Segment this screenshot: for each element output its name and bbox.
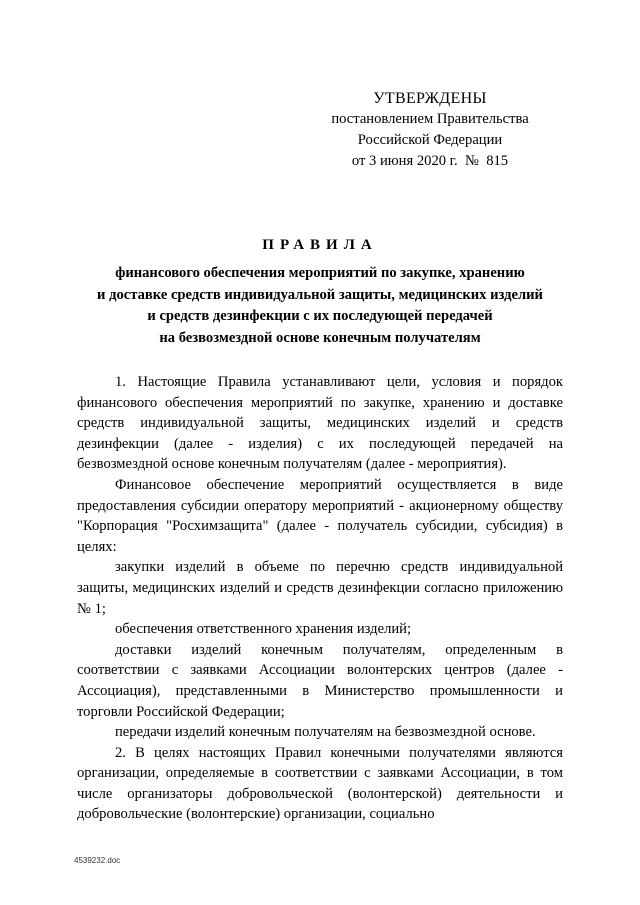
document-subtitle — [60, 263, 580, 349]
paragraph: 2. В целях настоящих Правил конечными получателями являются организации, определяемые в соответствии с заявками Ассоциации, в том числе организаторы добровольческой (волонтерской) деятельности и добровольческие (волонтерские) организации, социально — [77, 744, 563, 823]
approval-line: Российской Федерации — [357, 132, 503, 148]
paragraph: доставки изделий конечным получателям, определенным в соответствии с заявками Ассоциации волонтерских центров (далее - Ассоциация), представленными в Министерство промышленности и торговли Российской Федерации; — [77, 641, 563, 720]
subtitle-line: и средств дезинфекции с их последующей передачей — [147, 308, 493, 324]
subtitle-line: и доставке средств индивидуальной защиты, медицинских изделий — [97, 286, 543, 303]
approval-heading: УТВЕРЖДЕНЫ — [373, 90, 487, 107]
paragraph: закупки изделий в объеме по перечню средств индивидуальной защиты, медицинских изделий и средств дезинфекции согласно приложению № 1; — [77, 559, 563, 617]
approval-line: постановлением Правительства — [331, 111, 529, 127]
approval-stamp — [330, 88, 530, 172]
subtitle-line: финансового обеспечения мероприятий по закупке, хранению — [115, 265, 525, 281]
paragraph: обеспечения ответственного хранения изделий; — [115, 621, 412, 638]
document-body — [77, 372, 563, 825]
file-name-footer: 4539232.doc — [74, 856, 121, 865]
subtitle-line: на безвозмездной основе конечным получателям — [159, 329, 481, 346]
document-title: ПРАВИЛА — [262, 237, 378, 253]
approval-date-number: от 3 июня 2020 г. № 815 — [351, 153, 509, 169]
paragraph: Финансовое обеспечение мероприятий осуществляется в виде предоставления субсидии оператору мероприятий - акционерному обществу "Корпорация "Росхимзащита" (далее - получатель субсидии, субсидия) в целях: — [77, 476, 563, 555]
paragraph: передачи изделий конечным получателям на безвозмездной основе. — [115, 724, 536, 741]
paragraph: 1. Настоящие Правила устанавливают цели, условия и порядок финансового обеспечения мероприятий по закупке, хранению и доставке средств индивидуальной защиты, медицинских изделий и средств дезинфекции (далее - изделия) с их последующей передачей на безвозмездной основе конечным получателям (далее - мероприятия). — [77, 374, 563, 473]
